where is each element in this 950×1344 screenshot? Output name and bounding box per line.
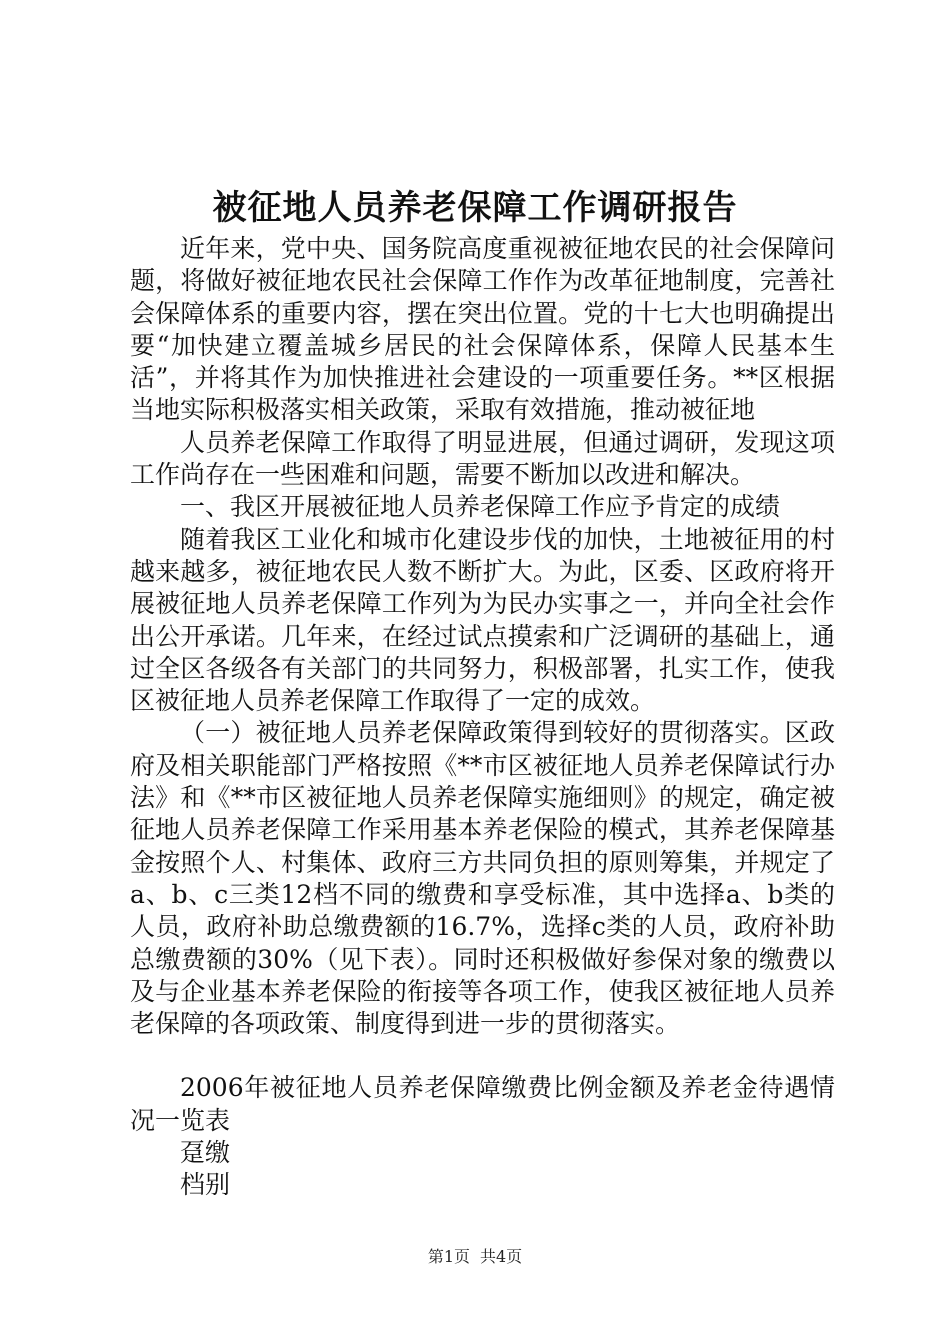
paragraph-achievements: 随着我区工业化和城市化建设步伐的加快，土地被征用的村越来越多，被征地农民人数不断扩大。为此，区委、区政府将开展被征地人员养老保障工作列为为民办实事之一，并向全社会作出公开承诺。几年来，在经过试点摸索和广泛调研的基础上，通过全区各级各有关部门的共同努力，积极部署，扎实工作，使我区被征地人员养老保障工作取得了一定的成效。 xyxy=(130,524,835,716)
table-header-lump-sum: 趸缴 xyxy=(180,1138,231,1168)
page-number: 第1页 xyxy=(427,1247,470,1266)
paragraph-policy: （一）被征地人员养老保障政策得到较好的贯彻落实。区政府及相关职能部门严格按照《**市区被征地人员养老保障试行办法》和《**市区被征地人员养老保障实施细则》的规定，确定被征地人员养老保障工作采用基本养老保险的模式，其养老保障基金按照个人、村集体、政府三方共同负担的原则筹集，并规定了a、b、c三类12档不同的缴费和享受标准，其中选择a、b类的人员，政府补助总缴费额的16.7%，选择c类的人员，政府补助总缴费额的30%（见下表）。同时还积极做好参保对象的缴费以及与企业基本养老保险的衔接等各项工作，使我区被征地人员养老保障的各项政策、制度得到进一步的贯彻落实。 xyxy=(130,718,835,1039)
table-caption: 2006年被征地人员养老保障缴费比例金额及养老金待遇情况一览表 xyxy=(130,1073,835,1135)
document-title: 被征地人员养老保障工作调研报告 xyxy=(212,188,738,228)
paragraph-intro-continued: 人员养老保障工作取得了明显进展，但通过调研，发现这项工作尚存在一些困难和问题，需要不断加以改进和解决。 xyxy=(130,427,835,490)
table-header-grade: 档别 xyxy=(180,1170,231,1200)
paragraph-intro: 近年来，党中央、国务院高度重视被征地农民的社会保障问题，将做好被征地农民社会保障工作作为改革征地制度，完善社会保障体系的重要内容，摆在突出位置。党的十七大也明确提出要“加快建立覆盖城乡居民的社会保障体系，保障人民基本生活”，并将其作为加快推进社会建设的一项重要任务。**区根据当地实际积极落实相关政策，采取有效措施，推动被征地 xyxy=(130,234,835,425)
section-heading-achievements: 一、我区开展被征地人员养老保障工作应予肯定的成绩 xyxy=(180,492,781,522)
page-footer xyxy=(0,1246,950,1268)
page-total: 共4页 xyxy=(480,1247,523,1266)
document-body xyxy=(130,233,835,1202)
